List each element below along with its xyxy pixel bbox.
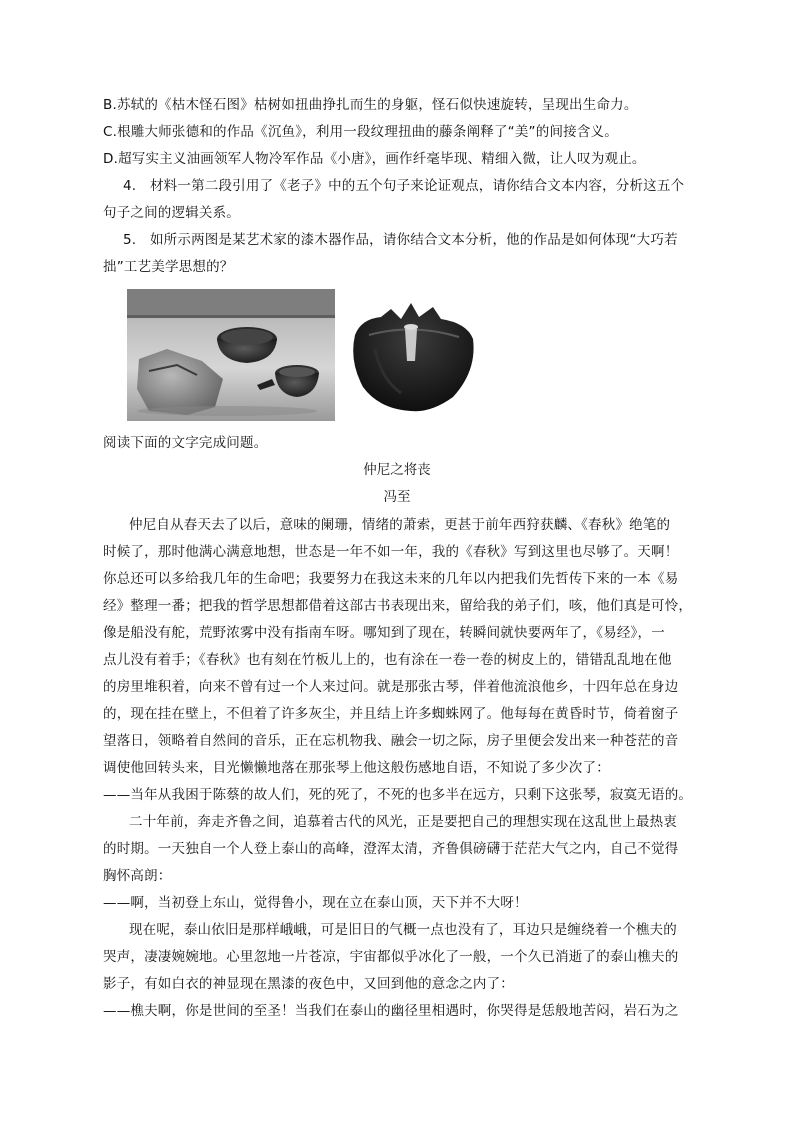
body-line: 的房里堆积着，向来不曾有过一个人来过问。就是那张古琴，伴着他流浪他乡，十四年总在身边 xyxy=(103,679,679,695)
body-line: 望落日，领略着自然间的音乐，正在忘机物我、融会一切之际，房子里便会发出来一种苍茫的音 xyxy=(103,733,679,749)
body-line: 经》整理一番；把我的哲学思想都借着这部古书表现出来，留给我的弟子们，咳，他们真是可怜， xyxy=(103,598,693,614)
question-4-line-2: 句子之间的逻辑关系。 xyxy=(103,205,240,221)
body-line: 影子，有如白衣的神显现在黑漆的夜色中，又回到他的意念之内了： xyxy=(103,976,514,992)
option-d: D.超写实主义油画领军人物冷军作品《小唐》，画作纤毫毕现、精细入微，让人叹为观止。 xyxy=(103,151,646,167)
body-line: 像是船没有舵，荒野浓雾中没有指南车呀。哪知到了现在，转瞬间就快要两年了，《易经》，一 xyxy=(103,625,665,641)
body-line: ——啊，当初登上东山，觉得鲁小，现在立在泰山顶，天下并不大呀！ xyxy=(103,895,528,911)
question-block xyxy=(103,92,703,281)
article-author: 冯至 xyxy=(383,489,411,505)
question-4-line-1: 4. 材料一第二段引用了《老子》中的五个句子来论证观点，请你结合文本内容，分析这五个 xyxy=(123,178,685,194)
lacquerware-photos xyxy=(127,289,487,421)
body-line: 现在呢，泰山依旧是那样峨峨，可是旧日的气概一点也没有了，耳边只是缠绕着一个樵夫的 xyxy=(129,922,677,938)
instruction-text: 阅读下面的文字完成问题。 xyxy=(103,435,268,451)
body-line: 调使他回转头来，目光懒懒地落在那张琴上他这般伤感地自语，不知说了多少次了： xyxy=(103,760,610,776)
body-line: 时候了，那时他满心满意地想，世态是一年不如一年，我的《春秋》写到这里也尽够了。天啊！ xyxy=(103,544,679,560)
body-line: ——当年从我困于陈蔡的故人们，死的死了，不死的也多半在远方，只剩下这张琴，寂寞无语的。 xyxy=(103,787,693,803)
question-5-line-1: 5. 如所示两图是某艺术家的漆木器作品，请你结合文本分析，他的作品是如何体现“大巧若 xyxy=(123,232,678,248)
body-line: 你总还可以多给我几年的生命吧；我要努力在我这未来的几年以内把我们先哲传下来的一本《易 xyxy=(103,571,679,587)
body-line: 的时期。一天独自一个人登上泰山的高峰，澄浑太清，齐鲁俱磅礴于茫茫大气之内，自己不觉得 xyxy=(103,841,679,857)
option-c: C.根雕大师张德和的作品《沉鱼》，利用一段纹理扭曲的藤条阐释了“美”的间接含义。 xyxy=(103,124,618,140)
reading-instruction xyxy=(103,430,703,457)
body-line: 点儿没有着手；《春秋》也有刻在竹板儿上的，也有涂在一卷一卷的树皮上的，错错乱乱地在他 xyxy=(103,652,672,668)
body-line: 哭声，凄凄婉婉地。心里忽地一片苍凉，宇宙都似乎冰化了一般，一个久已消逝了的泰山樵夫的 xyxy=(103,949,679,965)
body-line: 仲尼自从春天去了以后，意味的阑珊，情绪的萧索，更甚于前年西狩获麟、《春秋》绝笔的 xyxy=(129,517,671,533)
article-body xyxy=(103,512,703,1025)
lacquerware-photo-2 xyxy=(341,289,487,421)
body-line: 二十年前，奔走齐鲁之间，追慕着古代的风光，正是要把自己的理想实现在这乱世上最热衷 xyxy=(129,814,677,830)
lacquerware-photo-1 xyxy=(127,289,335,421)
article-title: 仲尼之将丧 xyxy=(363,462,431,478)
body-line: ——樵夫啊，你是世间的至圣！当我们在泰山的幽径里相遇时，你哭得是恁般地苦闷，岩石为之 xyxy=(103,1003,679,1019)
question-5-line-2: 拙”工艺美学思想的？ xyxy=(103,259,234,275)
body-line: 胸怀高朗： xyxy=(103,868,172,884)
option-b: B.苏轼的《枯木怪石图》枯树如扭曲挣扎而生的身躯，怪石似快速旋转，呈现出生命力。 xyxy=(103,97,638,113)
body-line: 的，现在挂在壁上，不但着了许多灰尘，并且结上许多蜘蛛网了。他每每在黄昏时节，倚着窗子 xyxy=(103,706,679,722)
